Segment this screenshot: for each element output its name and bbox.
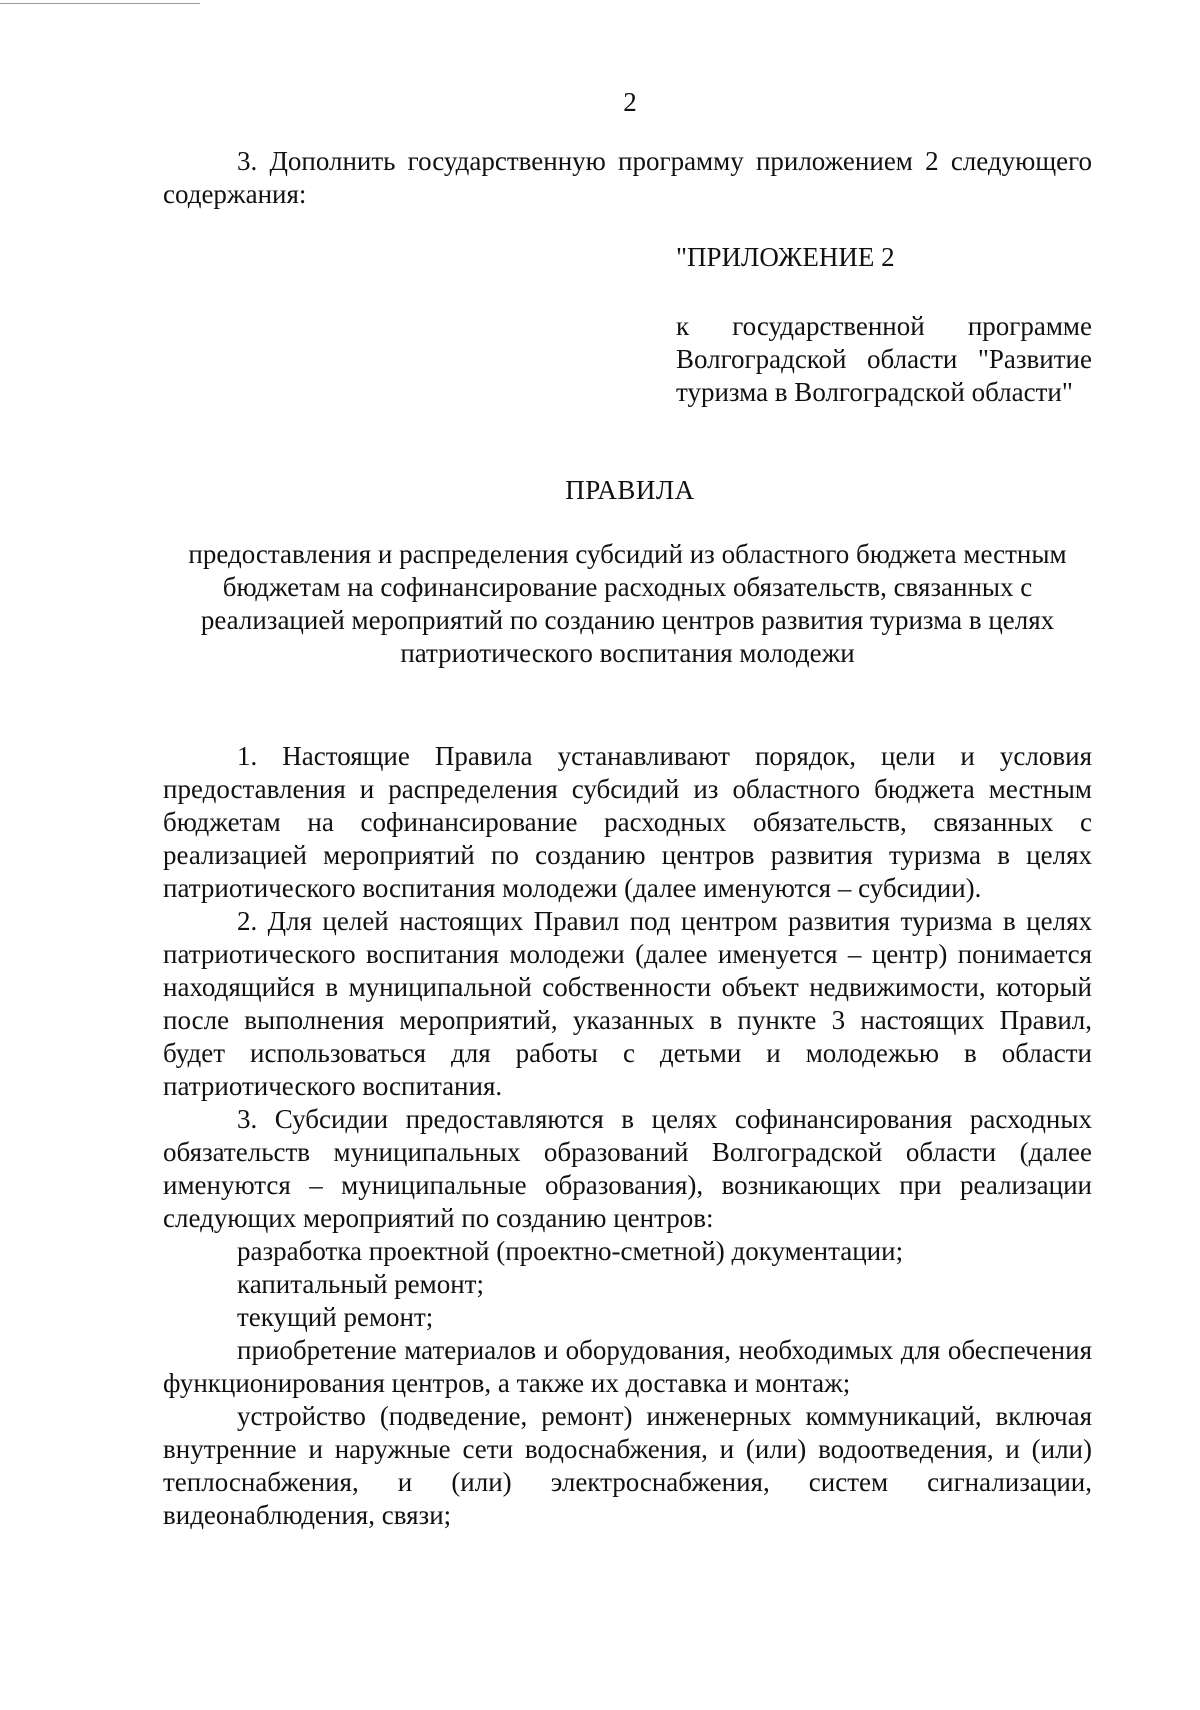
activity-item-equipment: приобретение материалов и оборудования, необходимых для обеспечения функционирования центров, а также их доставка и монтаж;	[163, 1335, 1092, 1398]
appendix-title: "ПРИЛОЖЕНИЕ 2	[676, 242, 895, 272]
paragraph-1: 1. Настоящие Правила устанавливают порядок, цели и условия предоставления и распределения субсидий из областного бюджета местным бюджетам на софинансирование расходных обязательств, связанных с реализацией мероприятий по созданию центров развития туризма в целях патриотического воспитания молодежи (далее именуются – субсидии).	[163, 741, 1092, 903]
appendix-reference: к государственной программе Волгоградской области "Развитие туризма в Волгоградской области"	[676, 311, 1092, 407]
rules-title: ПРАВИЛА	[565, 475, 695, 505]
paragraph-2: 2. Для целей настоящих Правил под центром развития туризма в целях патриотического воспитания молодежи (далее именуется – центр) понимается находящийся в муниципальной собственности объект недвижимости, который после выполнения мероприятий, указанных в пункте 3 настоящих Правил, будет использоваться для работы с детьми и молодежью в области патриотического воспитания.	[163, 906, 1092, 1101]
rules-body	[163, 740, 1092, 1532]
scan-edge-line	[0, 3, 200, 4]
intro-paragraph: 3. Дополнить государственную программу приложением 2 следующего содержания:	[163, 146, 1092, 209]
intro-block	[163, 145, 1092, 211]
rules-subtitle: предоставления и распределения субсидий из областного бюджета местным бюджетам на софинансирование расходных обязательств, связанных с реализацией мероприятий по созданию центров развития туризма в целях патриотического воспитания молодежи	[188, 539, 1067, 668]
activity-item-design-docs: разработка проектной (проектно-сметной) документации;	[237, 1236, 904, 1266]
paragraph-3: 3. Субсидии предоставляются в целях софинансирования расходных обязательств муниципальных образований Волгоградской области (далее именуются – муниципальные образования), возникающих при реализации следующих мероприятий по созданию центров:	[163, 1104, 1092, 1233]
activity-item-utilities: устройство (подведение, ремонт) инженерных коммуникаций, включая внутренние и наружные сети водоснабжения, и (или) водоотведения, и (или) теплоснабжения, и (или) электроснабжения, систем сигнализации, видеонаблюдения, связи;	[163, 1401, 1092, 1530]
page-number: 2	[623, 87, 637, 117]
activity-item-capital-repair: капитальный ремонт;	[237, 1269, 484, 1299]
activity-item-current-repair: текущий ремонт;	[237, 1302, 434, 1332]
